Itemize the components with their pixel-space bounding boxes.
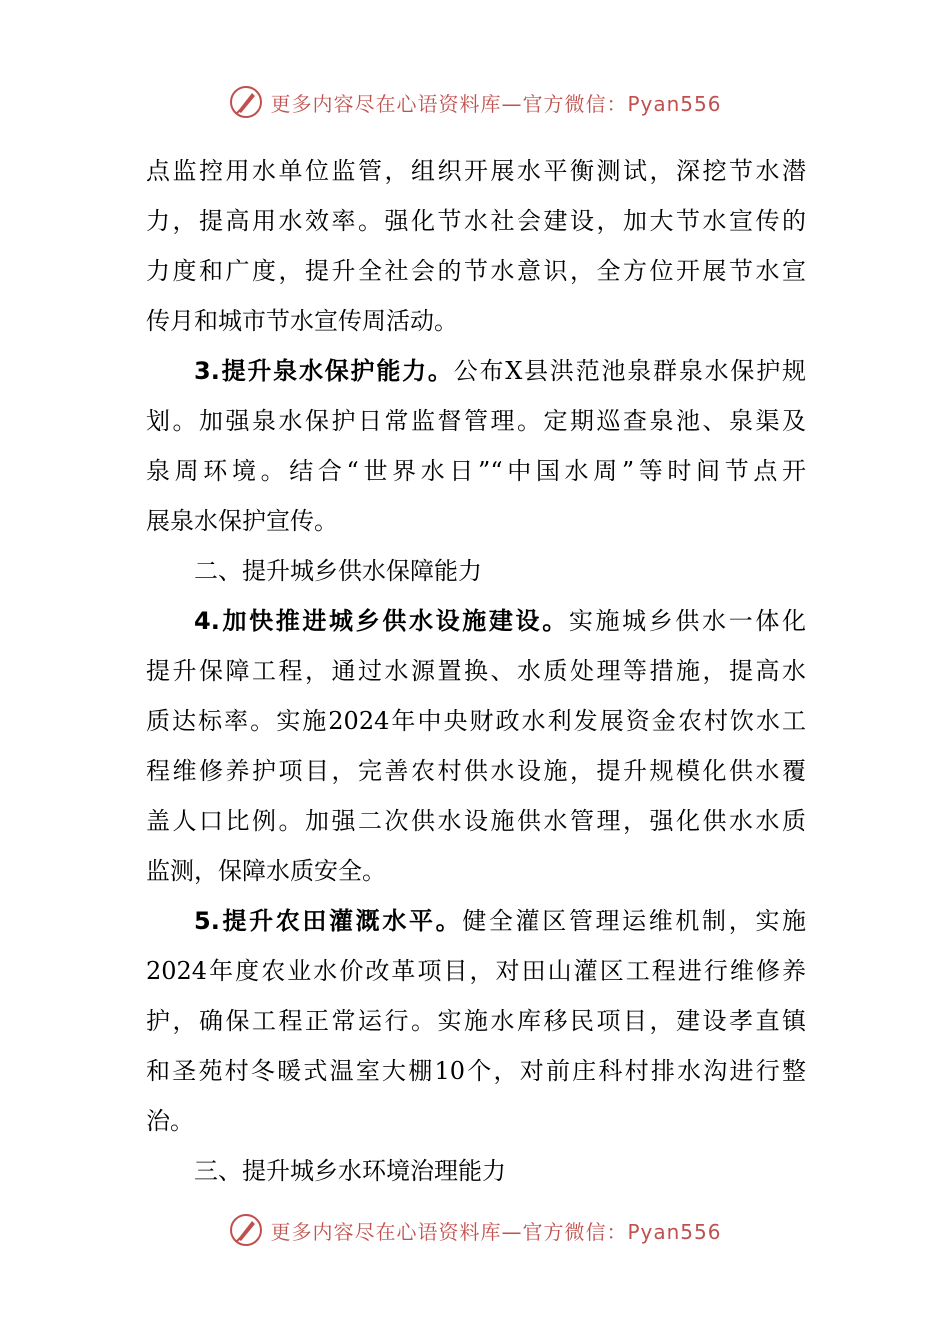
paragraph-line: 护，确保工程正常运行。实施水库移民项目，建设孝直镇 [146, 1007, 806, 1035]
item-5-first-line [146, 896, 806, 946]
section-heading-2: 二、提升城乡供水保障能力 [194, 557, 482, 585]
paragraph-line: 泉周环境。结合“世界水日”“中国水周”等时间节点开 [146, 457, 806, 485]
paragraph-line: 力度和广度，提升全社会的节水意识，全方位开展节水宣 [146, 257, 806, 285]
watermark-banner-bottom [0, 1208, 950, 1252]
section-heading-3: 三、提升城乡水环境治理能力 [194, 1157, 506, 1185]
item-3-text: 公布X县洪范池泉群泉水保护规 [453, 357, 806, 385]
item-4-title: 4.加快推进城乡供水设施建设。 [194, 607, 569, 635]
paragraph-line: 质达标率。实施2024年中央财政水利发展资金农村饮水工 [146, 707, 806, 735]
paragraph-line: 2024年度农业水价改革项目，对田山灌区工程进行维修养 [146, 957, 806, 985]
paragraph-line: 划。加强泉水保护日常监督管理。定期巡查泉池、泉渠及 [146, 407, 806, 435]
item-5-text: 健全灌区管理运维机制，实施 [462, 907, 806, 935]
item-3-title: 3.提升泉水保护能力。 [194, 357, 454, 385]
item-5-title: 5.提升农田灌溉水平。 [194, 907, 463, 935]
paragraph-line: 力，提高用水效率。强化节水社会建设，加大节水宣传的 [146, 207, 806, 235]
paragraph-line: 盖人口比例。加强二次供水设施供水管理，强化供水水质 [146, 807, 806, 835]
paragraph-line: 治。 [146, 1107, 194, 1135]
quill-logo-icon [228, 84, 264, 120]
watermark-text: 更多内容尽在心语资料库—官方微信：Pyan556 [270, 91, 722, 116]
paragraph-line: 提升保障工程，通过水源置换、水质处理等措施，提高水 [146, 657, 806, 685]
paragraph-line: 监测，保障水质安全。 [146, 857, 386, 885]
watermark-banner-top [0, 80, 950, 124]
item-4-first-line [146, 596, 806, 646]
paragraph-line: 程维修养护项目，完善农村供水设施，提升规模化供水覆 [146, 757, 806, 785]
paragraph-line: 传月和城市节水宣传周活动。 [146, 307, 458, 335]
paragraph-line: 和圣苑村冬暖式温室大棚10个，对前庄科村排水沟进行整 [146, 1057, 806, 1085]
quill-logo-icon [228, 1212, 264, 1248]
item-4-text: 实施城乡供水一体化 [568, 607, 806, 635]
paragraph-line: 点监控用水单位监管，组织开展水平衡测试，深挖节水潜 [146, 157, 806, 185]
paragraph-line: 展泉水保护宣传。 [146, 507, 338, 535]
item-3-first-line [146, 346, 806, 396]
document-body [146, 146, 806, 1196]
watermark-text: 更多内容尽在心语资料库—官方微信：Pyan556 [270, 1219, 722, 1244]
